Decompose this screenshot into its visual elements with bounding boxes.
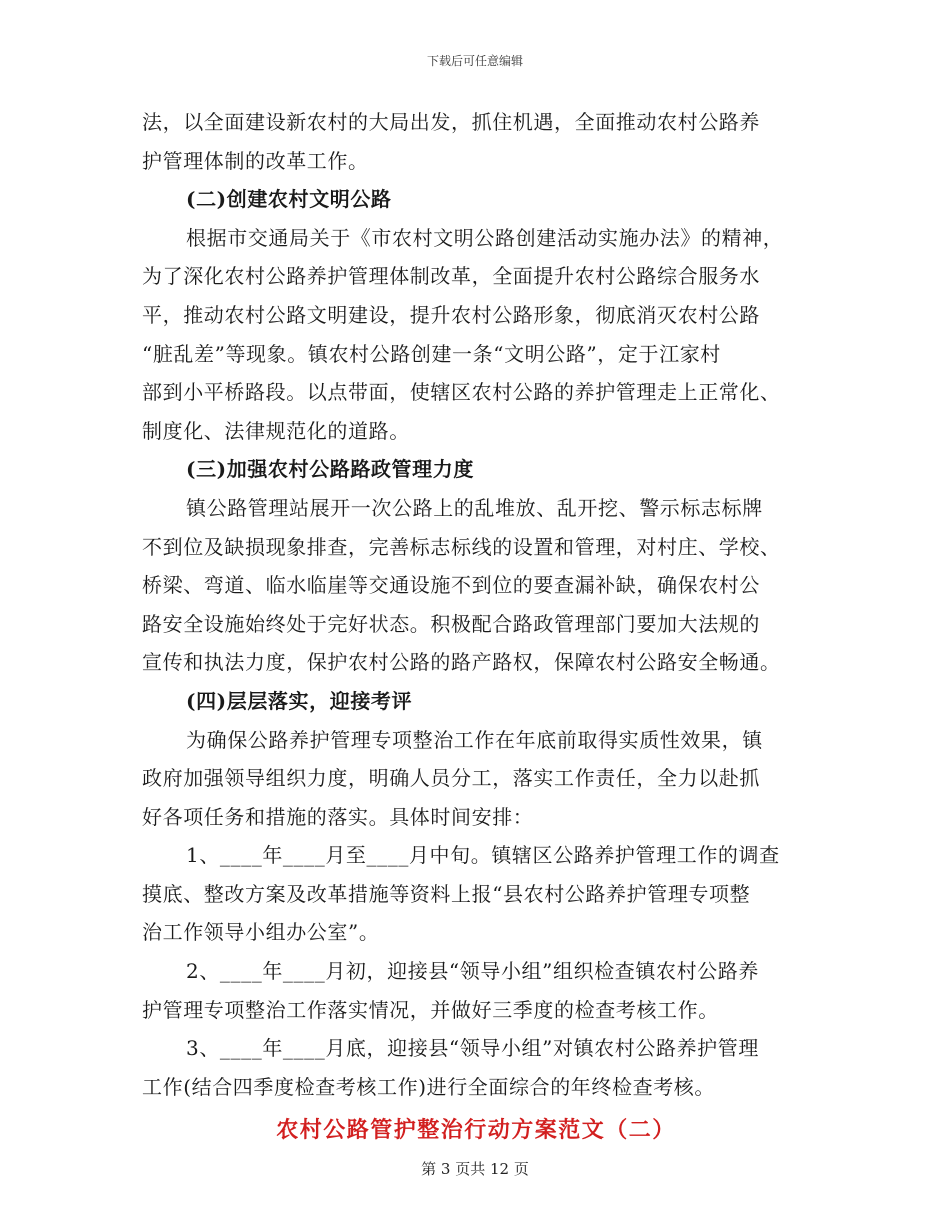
page-header: 下载后可任意编辑 [426,54,523,68]
text-line: 治工作领导小组办公室”。 [142,920,380,945]
paragraph-lines [142,103,810,1106]
text-line: 好各项任务和措施的落实。具体时间安排： [142,804,534,829]
section-heading: (二)创建农村文明公路 [186,187,392,212]
text-line: 根据市交通局关于《市农村文明公路创建活动实施办法》的精神， [186,225,784,250]
text-line: 桥梁、弯道、临水临崖等交通设施不到位的要查漏补缺，确保农村公 [142,573,760,598]
text-line: 不到位及缺损现象排查，完善标志标线的设置和管理，对村庄、学校、 [142,534,781,559]
text-line: 宣传和执法力度，保护农村公路的路产路权，保障农村公路安全畅通。 [142,650,781,675]
section-title: 农村公路管护整治行动方案范文（二） [276,1117,676,1144]
text-line: 镇公路管理站展开一次公路上的乱堆放、乱开挖、警示标志标牌 [186,495,763,520]
text-line: 工作(结合四季度检查考核工作)进行全面综合的年终检查考核。 [142,1074,716,1099]
text-line: 护管理专项整治工作落实情况，并做好三季度的检查考核工作。 [142,997,719,1022]
text-line: 路安全设施始终处于完好状态。积极配合路政管理部门要加大法规的 [142,611,760,636]
text-line: 部到小平桥路段。以点带面，使辖区农村公路的养护管理走上正常化、 [142,380,781,405]
text-line: 平，推动农村公路文明建设，提升农村公路形象，彻底消灭农村公路 [142,302,760,327]
text-line: 政府加强领导组织力度，明确人员分工，落实工作责任，全力以赴抓 [142,766,760,791]
text-line: 护管理体制的改革工作。 [142,148,369,173]
page-number: 第 3 页共 12 页 [421,1160,529,1178]
section-heading: (四)层层落实，迎接考评 [186,688,413,713]
text-line: 3、____年____月底，迎接县“领导小组”对镇农村公路养护管理 [186,1036,759,1061]
section-heading: (三)加强农村公路路政管理力度 [186,457,474,482]
text-line: “脏乱差”等现象。镇农村公路创建一条“文明公路”，定于江家村 [142,341,721,366]
text-line: 为确保公路养护管理专项整治工作在年底前取得实质性效果，镇 [186,727,763,752]
text-line: 摸底、整改方案及改革措施等资料上报“县农村公路养护管理专项整 [142,881,751,906]
document-body [142,103,810,1150]
text-line: 为了深化农村公路养护管理体制改革，全面提升农村公路综合服务水 [142,264,760,289]
text-line: 法，以全面建设新农村的大局出发，抓住机遇，全面推动农村公路养 [142,110,760,134]
text-line: 2、____年____月初，迎接县“领导小组”组织检查镇农村公路养 [186,959,759,984]
text-line: 制度化、法律规范化的道路。 [142,418,410,443]
text-line: 1、____年____月至____月中旬。镇辖区公路养护管理工作的调查 [186,843,780,868]
